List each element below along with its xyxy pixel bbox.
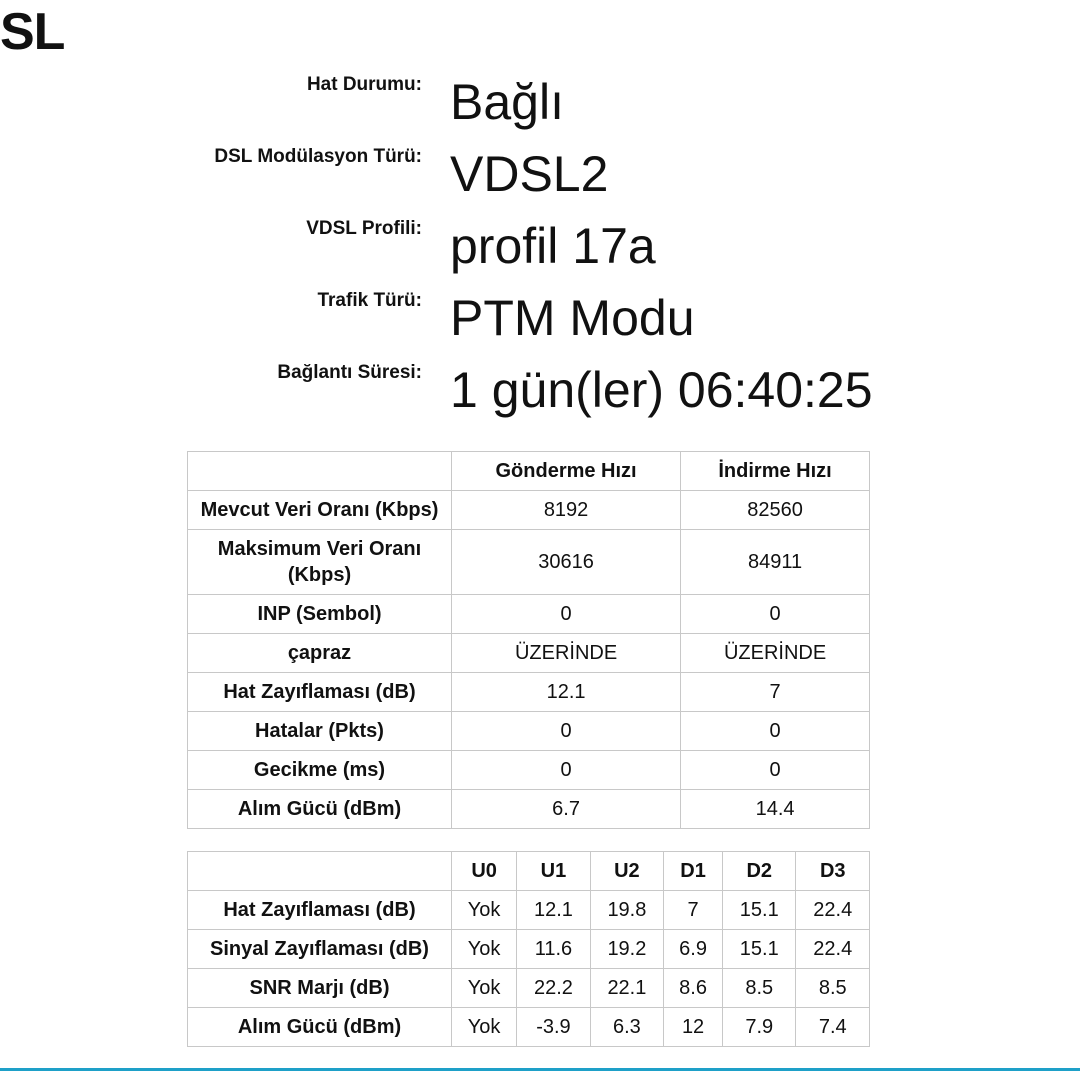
downstream-cell: 7 (681, 673, 870, 712)
band-cell: 22.4 (796, 891, 870, 930)
table-row (188, 751, 870, 790)
line-status-list (0, 70, 1080, 430)
downstream-cell: ÜZERİNDE (681, 634, 870, 673)
downstream-cell: 84911 (681, 530, 870, 595)
table-header-row (188, 452, 870, 491)
table-header-cell: İndirme Hızı (681, 452, 870, 491)
upstream-cell: ÜZERİNDE (452, 634, 681, 673)
row-label: Sinyal Zayıflaması (dB) (188, 930, 452, 969)
band-cell: -3.9 (517, 1008, 590, 1047)
row-label: Alım Gücü (dBm) (188, 790, 452, 829)
table-header-cell: Gönderme Hızı (452, 452, 681, 491)
status-label: Bağlantı Süresi: (277, 362, 422, 383)
downstream-cell: 0 (681, 595, 870, 634)
status-label: DSL Modülasyon Türü: (214, 146, 422, 167)
band-cell: 8.5 (723, 969, 796, 1008)
page-title: SL (0, 3, 65, 61)
downstream-cell: 14.4 (681, 790, 870, 829)
downstream-cell: 0 (681, 712, 870, 751)
table-row (188, 595, 870, 634)
band-cell: Yok (452, 969, 517, 1008)
status-label: VDSL Profili: (306, 218, 422, 239)
status-row-profile (0, 214, 1080, 286)
upstream-cell: 30616 (452, 530, 681, 595)
band-cell: 8.5 (796, 969, 870, 1008)
table-header-cell: U1 (517, 852, 590, 891)
table-row (188, 491, 870, 530)
footer-divider (0, 1068, 1080, 1071)
row-label: SNR Marjı (dB) (188, 969, 452, 1008)
status-label: Trafik Türü: (317, 290, 422, 311)
row-label: Maksimum Veri Oranı (Kbps) (188, 530, 452, 595)
row-label: Alım Gücü (dBm) (188, 1008, 452, 1047)
band-table (187, 851, 870, 1047)
table-row (188, 790, 870, 829)
band-cell: 22.4 (796, 930, 870, 969)
band-cell: 7.9 (723, 1008, 796, 1047)
status-value: 1 gün(ler) 06:40:25 (450, 362, 873, 418)
upstream-cell: 8192 (452, 491, 681, 530)
status-label: Hat Durumu: (306, 74, 422, 95)
table-header-cell (188, 452, 452, 491)
band-cell: Yok (452, 1008, 517, 1047)
row-label: Gecikme (ms) (188, 751, 452, 790)
table-header-cell: U0 (452, 852, 517, 891)
table-header-row (188, 852, 870, 891)
row-label: Hatalar (Pkts) (188, 712, 452, 751)
table-header-cell: D3 (796, 852, 870, 891)
table-header-cell: D2 (723, 852, 796, 891)
upstream-cell: 0 (452, 712, 681, 751)
status-row-uptime (0, 358, 1080, 430)
table-row (188, 930, 870, 969)
band-cell: Yok (452, 891, 517, 930)
table-row (188, 673, 870, 712)
table-header-cell: U2 (590, 852, 663, 891)
table-row (188, 530, 870, 595)
band-cell: 8.6 (664, 969, 723, 1008)
band-cell: 6.9 (664, 930, 723, 969)
row-label: Hat Zayıflaması (dB) (188, 673, 452, 712)
band-cell: 7 (664, 891, 723, 930)
row-label: çapraz (188, 634, 452, 673)
table-row (188, 891, 870, 930)
table-row (188, 969, 870, 1008)
status-row-line-state (0, 70, 1080, 142)
band-cell: 7.4 (796, 1008, 870, 1047)
status-value: PTM Modu (450, 290, 695, 346)
downstream-cell: 82560 (681, 491, 870, 530)
table-header-cell: D1 (664, 852, 723, 891)
status-value: profil 17a (450, 218, 656, 274)
band-cell: 12.1 (517, 891, 590, 930)
rate-table (187, 451, 870, 829)
band-cell: 15.1 (723, 930, 796, 969)
band-cell: 6.3 (590, 1008, 663, 1047)
band-cell: 12 (664, 1008, 723, 1047)
band-cell: 22.1 (590, 969, 663, 1008)
table-header-cell (188, 852, 452, 891)
upstream-cell: 0 (452, 595, 681, 634)
table-row (188, 634, 870, 673)
band-cell: 19.8 (590, 891, 663, 930)
downstream-cell: 0 (681, 751, 870, 790)
row-label: Mevcut Veri Oranı (Kbps) (188, 491, 452, 530)
table-row (188, 1008, 870, 1047)
band-cell: 11.6 (517, 930, 590, 969)
row-label: INP (Sembol) (188, 595, 452, 634)
upstream-cell: 6.7 (452, 790, 681, 829)
band-cell: 15.1 (723, 891, 796, 930)
upstream-cell: 12.1 (452, 673, 681, 712)
status-row-traffic-type (0, 286, 1080, 358)
band-cell: Yok (452, 930, 517, 969)
row-label: Hat Zayıflaması (dB) (188, 891, 452, 930)
upstream-cell: 0 (452, 751, 681, 790)
status-value: VDSL2 (450, 146, 609, 202)
status-row-modulation (0, 142, 1080, 214)
band-cell: 22.2 (517, 969, 590, 1008)
status-value: Bağlı (450, 74, 564, 130)
table-row (188, 712, 870, 751)
band-cell: 19.2 (590, 930, 663, 969)
